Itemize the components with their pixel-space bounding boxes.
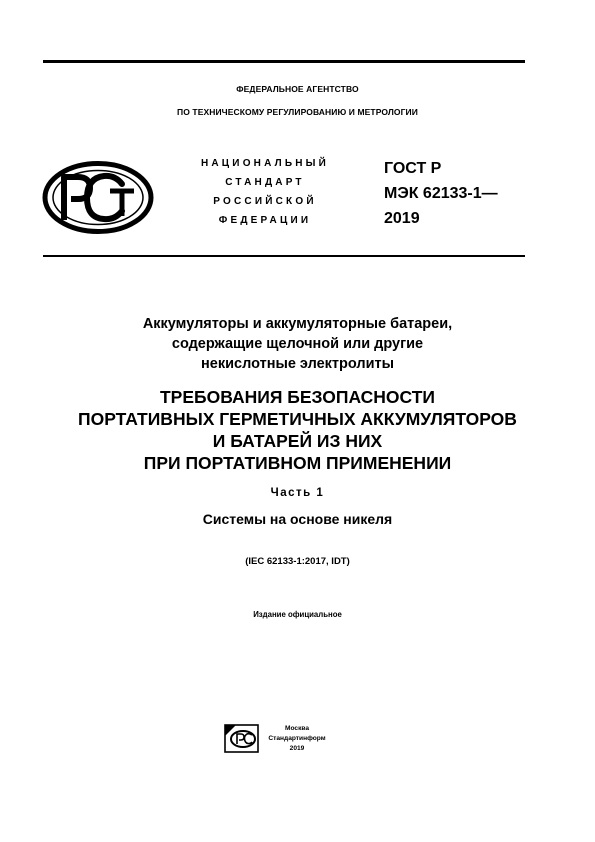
main-title-line: И БАТАРЕЙ ИЗ НИХ — [212, 431, 383, 451]
national-standard-line: РОССИЙСКОЙ — [213, 196, 317, 207]
national-standard-line: НАЦИОНАЛЬНЫЙ — [200, 158, 330, 169]
national-standard-block — [170, 154, 360, 230]
gost-r-certification-logo-icon — [42, 160, 154, 235]
subtitle-line: некислотные электролиты — [201, 356, 394, 372]
main-title-line: ПРИ ПОРТАТИВНОМ ПРИМЕНЕНИИ — [143, 453, 452, 473]
agency-line-2: ПО ТЕХНИЧЕСКОМУ РЕГУЛИРОВАНИЮ И МЕТРОЛОГИИ — [177, 107, 418, 117]
top-rule — [43, 60, 525, 63]
national-standard-line: ФЕДЕРАЦИИ — [218, 215, 312, 226]
middle-rule — [43, 255, 525, 257]
designation-line: 2019 — [384, 210, 420, 227]
part-number: Часть 1 — [270, 487, 325, 499]
main-title-line: ТРЕБОВАНИЯ БЕЗОПАСНОСТИ — [159, 387, 436, 407]
publisher-name: Стандартинформ — [268, 735, 326, 742]
designation-line: МЭК 62133-1— — [384, 185, 498, 202]
publisher-year: 2019 — [289, 745, 305, 752]
agency-line-1: ФЕДЕРАЛЬНОЕ АГЕНТСТВО — [236, 84, 359, 94]
national-standard-line: СТАНДАРТ — [225, 177, 305, 188]
edition-note: Издание официальное — [253, 610, 342, 619]
standartinform-logo-icon — [224, 724, 262, 754]
publisher-imprint — [262, 724, 332, 754]
designation-line: ГОСТ Р — [384, 160, 442, 177]
iec-reference: (IEC 62133-1:2017, IDT) — [245, 556, 350, 567]
subtitle-line: Аккумуляторы и аккумуляторные батареи, — [142, 316, 453, 332]
document-subtitle — [0, 314, 595, 374]
subtitle-line: содержащие щелочной или другие — [171, 336, 424, 352]
publisher-city: Москва — [284, 725, 310, 732]
part-title: Системы на основе никеля — [202, 511, 393, 527]
main-title-line: ПОРТАТИВНЫХ ГЕРМЕТИЧНЫХ АККУМУЛЯТОРОВ — [78, 409, 517, 429]
standard-designation — [384, 156, 498, 231]
document-main-title — [0, 386, 595, 474]
